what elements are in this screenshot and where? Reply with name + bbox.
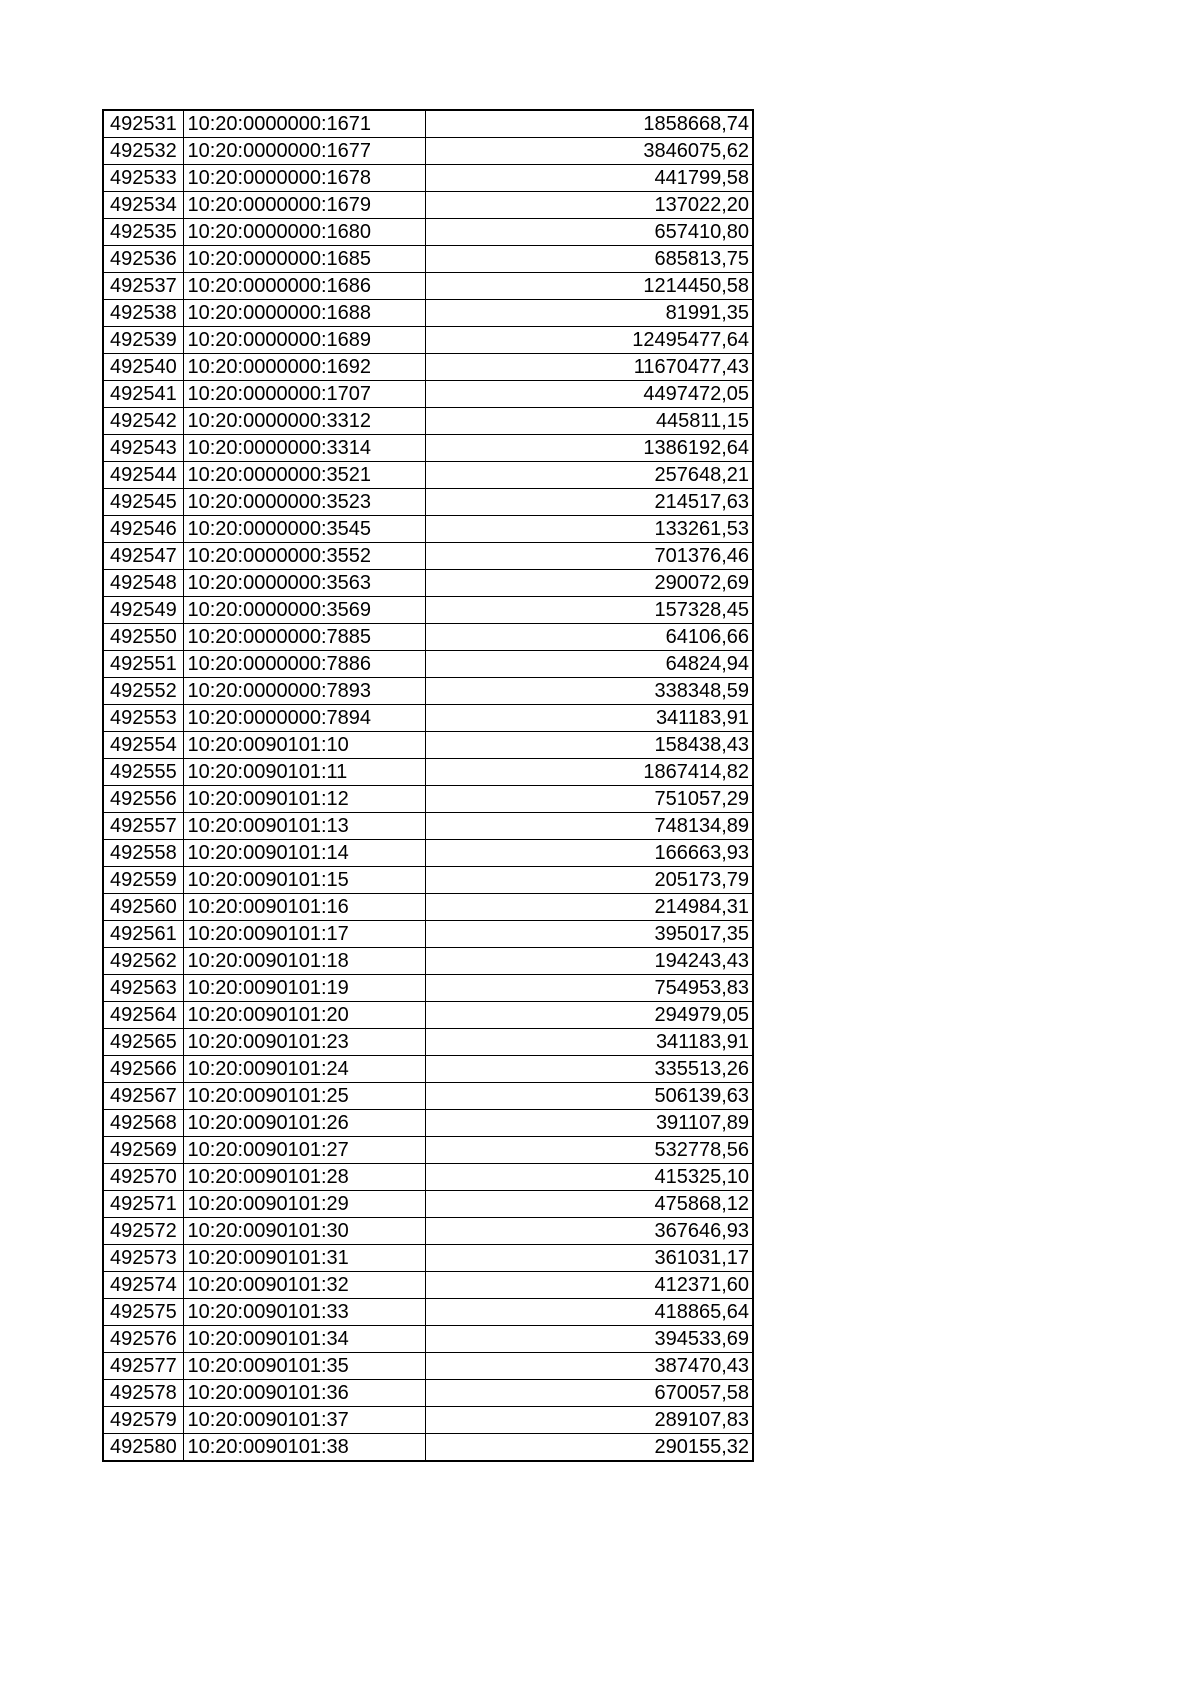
cadastral-number-cell: 10:20:0090101:38 [183,1434,425,1462]
cadastral-number-cell: 10:20:0090101:18 [183,948,425,975]
table-row [103,327,753,354]
table-row [103,867,753,894]
value-cell: 11670477,43 [425,354,753,381]
row-number-cell: 492564 [103,1002,183,1029]
table-row [103,624,753,651]
cadastral-number-cell: 10:20:0090101:36 [183,1380,425,1407]
table-row [103,489,753,516]
cadastral-number-cell: 10:20:0000000:1677 [183,138,425,165]
row-number-cell: 492554 [103,732,183,759]
table-row [103,300,753,327]
cadastral-number-cell: 10:20:0000000:3569 [183,597,425,624]
row-number-cell: 492535 [103,219,183,246]
table-row [103,1272,753,1299]
value-cell: 4497472,05 [425,381,753,408]
data-table [102,109,754,1462]
table-row [103,678,753,705]
row-number-cell: 492541 [103,381,183,408]
table-row [103,138,753,165]
cadastral-number-cell: 10:20:0090101:35 [183,1353,425,1380]
value-cell: 475868,12 [425,1191,753,1218]
cadastral-number-cell: 10:20:0090101:15 [183,867,425,894]
row-number-cell: 492557 [103,813,183,840]
table-row [103,1407,753,1434]
table-row [103,516,753,543]
cadastral-number-cell: 10:20:0000000:3552 [183,543,425,570]
value-cell: 214517,63 [425,489,753,516]
cadastral-number-cell: 10:20:0090101:24 [183,1056,425,1083]
cadastral-number-cell: 10:20:0000000:3314 [183,435,425,462]
row-number-cell: 492569 [103,1137,183,1164]
value-cell: 133261,53 [425,516,753,543]
row-number-cell: 492533 [103,165,183,192]
table-row [103,381,753,408]
row-number-cell: 492560 [103,894,183,921]
cadastral-number-cell: 10:20:0090101:26 [183,1110,425,1137]
table-row [103,1326,753,1353]
row-number-cell: 492567 [103,1083,183,1110]
value-cell: 1214450,58 [425,273,753,300]
value-cell: 701376,46 [425,543,753,570]
row-number-cell: 492563 [103,975,183,1002]
row-number-cell: 492532 [103,138,183,165]
value-cell: 391107,89 [425,1110,753,1137]
value-cell: 532778,56 [425,1137,753,1164]
value-cell: 194243,43 [425,948,753,975]
table-row [103,921,753,948]
cadastral-number-cell: 10:20:0000000:1689 [183,327,425,354]
value-cell: 157328,45 [425,597,753,624]
cadastral-number-cell: 10:20:0090101:20 [183,1002,425,1029]
table-row [103,1029,753,1056]
cadastral-number-cell: 10:20:0090101:25 [183,1083,425,1110]
row-number-cell: 492536 [103,246,183,273]
row-number-cell: 492545 [103,489,183,516]
table-row [103,192,753,219]
cadastral-number-cell: 10:20:0000000:3545 [183,516,425,543]
value-cell: 361031,17 [425,1245,753,1272]
value-cell: 367646,93 [425,1218,753,1245]
cadastral-number-cell: 10:20:0090101:28 [183,1164,425,1191]
table-row [103,813,753,840]
table-row [103,570,753,597]
value-cell: 166663,93 [425,840,753,867]
cadastral-number-cell: 10:20:0090101:14 [183,840,425,867]
row-number-cell: 492575 [103,1299,183,1326]
table-row [103,1083,753,1110]
cadastral-number-cell: 10:20:0090101:37 [183,1407,425,1434]
row-number-cell: 492568 [103,1110,183,1137]
table-row [103,1245,753,1272]
value-cell: 1858668,74 [425,110,753,138]
value-cell: 670057,58 [425,1380,753,1407]
table-row [103,840,753,867]
cadastral-number-cell: 10:20:0000000:1678 [183,165,425,192]
row-number-cell: 492549 [103,597,183,624]
cadastral-number-cell: 10:20:0090101:10 [183,732,425,759]
value-cell: 748134,89 [425,813,753,840]
table-row [103,759,753,786]
value-cell: 754953,83 [425,975,753,1002]
cadastral-number-cell: 10:20:0090101:13 [183,813,425,840]
row-number-cell: 492544 [103,462,183,489]
table-row [103,894,753,921]
value-cell: 395017,35 [425,921,753,948]
table-row [103,597,753,624]
value-cell: 1867414,82 [425,759,753,786]
table-row [103,354,753,381]
cadastral-number-cell: 10:20:0000000:3312 [183,408,425,435]
value-cell: 257648,21 [425,462,753,489]
cadastral-number-cell: 10:20:0000000:1688 [183,300,425,327]
cadastral-number-cell: 10:20:0000000:7886 [183,651,425,678]
row-number-cell: 492539 [103,327,183,354]
row-number-cell: 492558 [103,840,183,867]
table-row [103,110,753,138]
row-number-cell: 492534 [103,192,183,219]
table-row [103,408,753,435]
cadastral-number-cell: 10:20:0000000:1686 [183,273,425,300]
table-row [103,1191,753,1218]
cadastral-number-cell: 10:20:0000000:3523 [183,489,425,516]
cadastral-number-cell: 10:20:0090101:17 [183,921,425,948]
row-number-cell: 492565 [103,1029,183,1056]
table-row [103,435,753,462]
table-row [103,1299,753,1326]
cadastral-number-cell: 10:20:0090101:12 [183,786,425,813]
row-number-cell: 492550 [103,624,183,651]
value-cell: 341183,91 [425,1029,753,1056]
row-number-cell: 492566 [103,1056,183,1083]
row-number-cell: 492547 [103,543,183,570]
row-number-cell: 492580 [103,1434,183,1462]
cadastral-number-cell: 10:20:0090101:31 [183,1245,425,1272]
table-row [103,948,753,975]
row-number-cell: 492553 [103,705,183,732]
value-cell: 506139,63 [425,1083,753,1110]
table-body [103,110,753,1461]
row-number-cell: 492546 [103,516,183,543]
row-number-cell: 492574 [103,1272,183,1299]
row-number-cell: 492555 [103,759,183,786]
value-cell: 341183,91 [425,705,753,732]
table-row [103,1002,753,1029]
table-row [103,651,753,678]
table-row [103,1137,753,1164]
table-row [103,462,753,489]
value-cell: 335513,26 [425,1056,753,1083]
value-cell: 290072,69 [425,570,753,597]
row-number-cell: 492540 [103,354,183,381]
cadastral-number-cell: 10:20:0090101:34 [183,1326,425,1353]
table-row [103,273,753,300]
cadastral-number-cell: 10:20:0090101:11 [183,759,425,786]
cadastral-number-cell: 10:20:0000000:1680 [183,219,425,246]
row-number-cell: 492562 [103,948,183,975]
value-cell: 445811,15 [425,408,753,435]
row-number-cell: 492551 [103,651,183,678]
cadastral-number-cell: 10:20:0090101:16 [183,894,425,921]
row-number-cell: 492570 [103,1164,183,1191]
row-number-cell: 492531 [103,110,183,138]
table-row [103,246,753,273]
table-row [103,1110,753,1137]
value-cell: 1386192,64 [425,435,753,462]
cadastral-number-cell: 10:20:0000000:3563 [183,570,425,597]
cadastral-number-cell: 10:20:0000000:1679 [183,192,425,219]
value-cell: 137022,20 [425,192,753,219]
row-number-cell: 492543 [103,435,183,462]
table-row [103,975,753,1002]
table-row [103,786,753,813]
value-cell: 64824,94 [425,651,753,678]
value-cell: 158438,43 [425,732,753,759]
table-row [103,732,753,759]
cadastral-number-cell: 10:20:0000000:1671 [183,110,425,138]
cadastral-number-cell: 10:20:0090101:29 [183,1191,425,1218]
value-cell: 12495477,64 [425,327,753,354]
value-cell: 751057,29 [425,786,753,813]
cadastral-number-cell: 10:20:0000000:1692 [183,354,425,381]
value-cell: 441799,58 [425,165,753,192]
value-cell: 657410,80 [425,219,753,246]
cadastral-number-cell: 10:20:0000000:7894 [183,705,425,732]
row-number-cell: 492579 [103,1407,183,1434]
table-row [103,1218,753,1245]
value-cell: 81991,35 [425,300,753,327]
row-number-cell: 492572 [103,1218,183,1245]
table-row [103,219,753,246]
table-row [103,1056,753,1083]
value-cell: 412371,60 [425,1272,753,1299]
value-cell: 3846075,62 [425,138,753,165]
value-cell: 338348,59 [425,678,753,705]
cadastral-number-cell: 10:20:0000000:1707 [183,381,425,408]
value-cell: 289107,83 [425,1407,753,1434]
row-number-cell: 492552 [103,678,183,705]
table-row [103,165,753,192]
value-cell: 394533,69 [425,1326,753,1353]
row-number-cell: 492537 [103,273,183,300]
row-number-cell: 492577 [103,1353,183,1380]
table-row [103,1434,753,1462]
cadastral-number-cell: 10:20:0090101:23 [183,1029,425,1056]
value-cell: 418865,64 [425,1299,753,1326]
value-cell: 290155,32 [425,1434,753,1462]
row-number-cell: 492573 [103,1245,183,1272]
cadastral-number-cell: 10:20:0000000:7885 [183,624,425,651]
cadastral-number-cell: 10:20:0000000:1685 [183,246,425,273]
row-number-cell: 492548 [103,570,183,597]
row-number-cell: 492561 [103,921,183,948]
value-cell: 387470,43 [425,1353,753,1380]
cadastral-number-cell: 10:20:0090101:19 [183,975,425,1002]
cadastral-number-cell: 10:20:0090101:27 [183,1137,425,1164]
cadastral-number-cell: 10:20:0090101:33 [183,1299,425,1326]
row-number-cell: 492542 [103,408,183,435]
value-cell: 415325,10 [425,1164,753,1191]
row-number-cell: 492571 [103,1191,183,1218]
table-row [103,1380,753,1407]
value-cell: 294979,05 [425,1002,753,1029]
row-number-cell: 492556 [103,786,183,813]
cadastral-number-cell: 10:20:0090101:30 [183,1218,425,1245]
value-cell: 64106,66 [425,624,753,651]
cadastral-number-cell: 10:20:0090101:32 [183,1272,425,1299]
value-cell: 214984,31 [425,894,753,921]
value-cell: 685813,75 [425,246,753,273]
cadastral-number-cell: 10:20:0000000:7893 [183,678,425,705]
table-row [103,705,753,732]
value-cell: 205173,79 [425,867,753,894]
row-number-cell: 492538 [103,300,183,327]
row-number-cell: 492576 [103,1326,183,1353]
table-row [103,1353,753,1380]
row-number-cell: 492559 [103,867,183,894]
table-row [103,543,753,570]
cadastral-number-cell: 10:20:0000000:3521 [183,462,425,489]
table-row [103,1164,753,1191]
row-number-cell: 492578 [103,1380,183,1407]
